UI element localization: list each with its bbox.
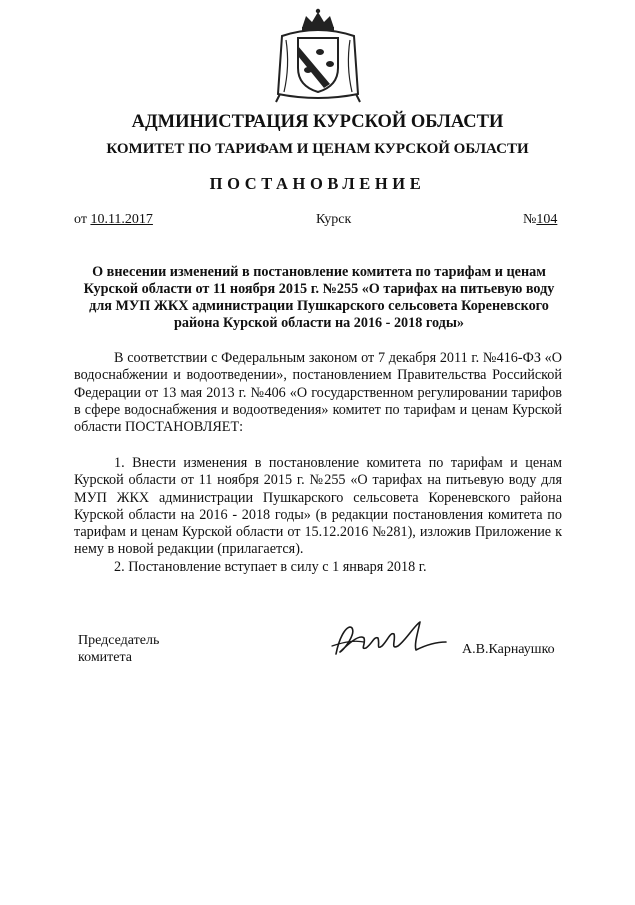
signatory-title-line-2: комитета xyxy=(78,650,133,665)
date-prefix: от xyxy=(74,212,91,227)
intro-paragraph: В соответствии с Федеральным законом от 7 декабря 2011 г. №416-ФЗ «О водоснабжении и водоотведении», постановлением Правительства Российской Федерации от 13 мая 2013 г. №406 «О государственном регулировании тарифов в сфере водоснабжения и водоотведения» комитет по тарифам и ценам Курской области ПОСТАНОВЛЯЕТ: xyxy=(74,350,562,436)
number-value: 104 xyxy=(536,212,558,227)
document-date xyxy=(74,212,153,228)
document-subject: О внесении изменений в постановление комитета по тарифам и ценам Курской области от 11 ноября 2015 г. №255 «О тарифах на питьевую воду для МУП ЖКХ администрации Пушкарского сельсовета Кореневского района Курской области на 2016 - 2018 годы» xyxy=(83,264,555,331)
signatory-title-line-1: Председатель xyxy=(78,633,160,648)
kursk-coat-of-arms-emblem xyxy=(272,6,364,106)
signatory-title xyxy=(78,632,159,666)
date-value: 10.11.2017 xyxy=(90,212,153,227)
committee-heading: КОМИТЕТ ПО ТАРИФАМ И ЦЕНАМ КУРСКОЙ ОБЛАСТИ xyxy=(106,141,529,157)
item-2-paragraph: 2. Постановление вступает в силу с 1 января 2018 г. xyxy=(114,559,427,575)
document-number xyxy=(523,212,557,228)
administration-heading: АДМИНИСТРАЦИЯ КУРСКОЙ ОБЛАСТИ xyxy=(131,112,504,132)
document-type-heading: ПОСТАНОВЛЕНИЕ xyxy=(209,174,426,193)
handwritten-signature xyxy=(330,616,450,662)
number-prefix: № xyxy=(523,212,537,227)
item-1-paragraph: 1. Внести изменения в постановление комитета по тарифам и ценам Курской области от 11 ноября 2015 г. №255 «О тарифах на питьевую воду для МУП ЖКХ администрации Пушкарского сельсовета Кореневского района Курской области на 2016 - 2018 годы» (в редакции постановления комитета по тарифам и ценам Курской области от 15.12.2016 №281), изложив Приложение к нему в новой редакции (прилагается). xyxy=(74,455,562,558)
document-city: Курск xyxy=(316,212,352,227)
signatory-name: А.В.Карнаушко xyxy=(462,642,555,657)
